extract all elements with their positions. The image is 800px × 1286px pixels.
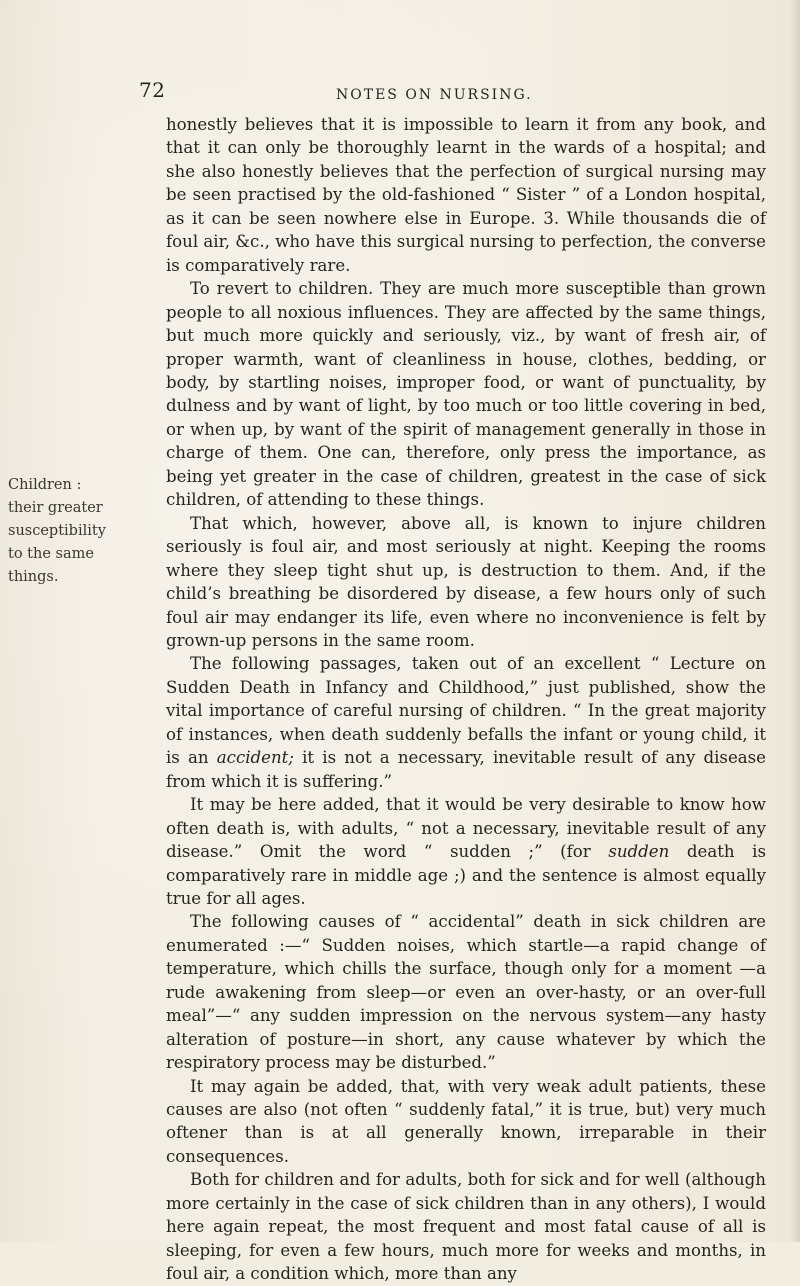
- paragraph-text: It may be here added, that it would be very desirable to know how often death is, with adults, “ not a necessary, inevitable result of any disease.” Omit the word “ sudden ;” (for: [166, 795, 766, 862]
- paragraph-adults-death: [166, 793, 766, 910]
- page-header: [139, 78, 769, 104]
- paragraph-both-children-adults: Both for children and for adults, both for sick and for well (although more certainly in the case of sick children than in any others), I would here again repeat, the most frequent and most fatal cause of all is sleeping, for even a few hours, much more for weeks and months, in foul air, a condition which, more than any: [166, 1170, 766, 1284]
- page-edge-shadow: [790, 0, 800, 1242]
- margin-note-line: things.: [8, 569, 59, 585]
- italic-text: accident;: [216, 748, 294, 768]
- paragraph-text: death is comparatively rare in middle age ;) and the sentence is almost equally true for all ages.: [166, 842, 766, 908]
- margin-note-line: susceptibility: [8, 523, 106, 539]
- paragraph-text: The following passages, taken out of an excellent “ Lecture on Sudden Death in Infancy and Childhood,” just published, show the vital importance of careful nursing of children. “ In the great majority of instances, when death suddenly befalls the infant or young child, it is an: [166, 654, 766, 768]
- margin-note-line: to the same: [8, 546, 94, 562]
- paragraph-text: it is not a necessary, inevitable result of any disease from which it is suffering.”: [166, 748, 766, 791]
- margin-note-line: their greater: [8, 500, 103, 516]
- paragraph-lecture-quote: [166, 652, 766, 793]
- margin-note: [8, 474, 106, 589]
- paragraph-weak-adults: It may again be added, that, with very weak adult patients, these causes are also (not often “ suddenly fatal,” it is true, but) very much oftener than is at all generally known, irreparable in their consequences.: [166, 1076, 766, 1166]
- paragraph-accidental-causes: The following causes of “ accidental” death in sick children are enumerated :—“ Sudden noises, which startle—a rapid change of temperature, which chills the surface, though only for a moment —a rude awakening from sleep—or even an over-hasty, or an over-full meal”—“ any sudden impression on the nervous system—any hasty alteration of posture—in short, any cause whatever by which the respiratory process may be disturbed.”: [166, 912, 766, 1073]
- body-text: [166, 113, 766, 1286]
- margin-note-line: Children :: [8, 477, 82, 493]
- italic-text: sudden: [608, 842, 670, 862]
- paragraph-foul-air: That which, however, above all, is known to injure children seriously is foul air, and most seriously at night. Keeping the rooms where they sleep tight shut up, is destruction to them. And, if the child’s breathing be disordered by disease, a few hours only of such foul air may endanger its life, even where no inconvenience is felt by grown-up persons in the same room.: [166, 513, 766, 650]
- paragraph-continued: honestly believes that it is impossible to learn it from any book, and that it can only be thoroughly learnt in the wards of a hospital; and she also honestly believes that the perfection of surgical nursing may be seen practised by the old-fashioned “ Sister ” of a London hospital, as it can be seen nowhere else in Europe. 3. While thousands die of foul air, &c., who have this surgical nursing to perfection, the converse is comparatively rare.: [166, 115, 766, 275]
- running-head: NOTES ON NURSING.: [336, 87, 533, 103]
- paragraph-children-susceptibility: To revert to children. They are much more susceptible than grown people to all noxious influences. They are affected by the same things, but much more quickly and seriously, viz., by want of fresh air, of proper warmth, want of cleanliness in house, clothes, bedding, or body, by startling noises, improper food, or want of punctuality, by dulness and by want of light, by too much or too little covering in bed, or when up, by want of the spirit of management generally in those in charge of them. One can, therefore, only press the importance, as being yet greater in the case of children, greatest in the case of sick children, of attending to these things.: [166, 279, 766, 510]
- page-number: 72: [139, 78, 166, 102]
